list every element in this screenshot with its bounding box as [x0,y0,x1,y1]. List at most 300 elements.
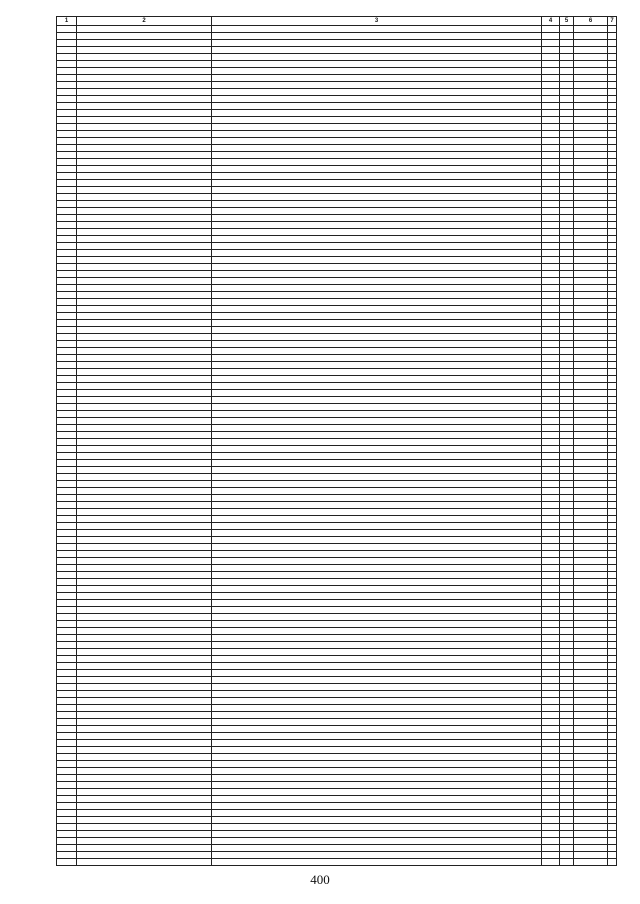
table-cell [542,509,560,516]
table-cell [608,705,617,712]
table-cell [542,572,560,579]
table-cell [77,208,212,215]
table-cell [608,271,617,278]
table-cell [560,628,574,635]
table-cell [542,544,560,551]
table-row [57,831,617,838]
table-cell [77,40,212,47]
table-cell [77,789,212,796]
table-cell [77,593,212,600]
table-cell [57,670,77,677]
table-cell [212,579,542,586]
table-cell [77,740,212,747]
table-cell [574,54,608,61]
table-cell [77,600,212,607]
table-cell [77,481,212,488]
table-cell [77,698,212,705]
table-row [57,712,617,719]
table-cell [574,670,608,677]
table-cell [542,173,560,180]
table-cell [608,383,617,390]
table-cell [608,782,617,789]
table-cell [574,292,608,299]
table-cell [608,292,617,299]
table-cell [212,117,542,124]
table-cell [542,327,560,334]
table-cell [574,201,608,208]
table-cell [77,47,212,54]
table-row [57,474,617,481]
table-row [57,145,617,152]
table-row [57,180,617,187]
table-cell [560,222,574,229]
table-cell [77,488,212,495]
table-cell [57,180,77,187]
table-cell [542,831,560,838]
table-cell [560,803,574,810]
table-row [57,383,617,390]
table-cell [77,460,212,467]
table-cell [77,68,212,75]
table-cell [77,292,212,299]
table-row [57,593,617,600]
table-cell [57,446,77,453]
table-row [57,761,617,768]
table-cell [574,68,608,75]
table-cell [212,544,542,551]
table-cell [542,40,560,47]
table-cell [212,47,542,54]
table-cell [574,173,608,180]
table-cell [57,530,77,537]
table-cell [542,390,560,397]
table-cell [212,628,542,635]
table-row [57,278,617,285]
table-cell [542,621,560,628]
table-cell [560,110,574,117]
table-cell [574,313,608,320]
table-cell [77,712,212,719]
table-cell [77,117,212,124]
table-row [57,523,617,530]
table-cell [608,516,617,523]
table-cell [560,82,574,89]
table-cell [77,803,212,810]
table-cell [57,341,77,348]
table-cell [542,33,560,40]
table-cell [560,635,574,642]
table-cell [77,579,212,586]
table-cell [57,572,77,579]
table-row [57,747,617,754]
table-cell [542,838,560,845]
table-cell [212,516,542,523]
table-cell [77,75,212,82]
table-cell [574,341,608,348]
table-cell [560,173,574,180]
table-cell [542,187,560,194]
table-cell [542,229,560,236]
table-cell [560,278,574,285]
table-cell [57,362,77,369]
table-cell [560,789,574,796]
table-cell [57,306,77,313]
table-row [57,481,617,488]
table-cell [608,152,617,159]
table-cell [574,467,608,474]
table-cell [77,467,212,474]
table-cell [542,208,560,215]
table-cell [608,796,617,803]
column-header: 5 [560,17,574,26]
table-cell [608,572,617,579]
table-cell [574,96,608,103]
table-cell [560,236,574,243]
table-cell [77,817,212,824]
table-row [57,621,617,628]
table-cell [608,810,617,817]
table-cell [560,208,574,215]
table-cell [608,341,617,348]
table-cell [77,82,212,89]
table-cell [57,551,77,558]
table-cell [212,334,542,341]
table-cell [560,355,574,362]
table-cell [57,621,77,628]
table-cell [574,334,608,341]
table-cell [57,404,77,411]
table-cell [57,222,77,229]
table-cell [212,614,542,621]
table-row [57,789,617,796]
table-cell [560,439,574,446]
table-cell [212,173,542,180]
table-cell [57,82,77,89]
table-cell [542,789,560,796]
table-cell [212,586,542,593]
table-cell [542,362,560,369]
table-cell [57,502,77,509]
table-row [57,439,617,446]
table-cell [212,166,542,173]
table-row [57,229,617,236]
table-cell [57,656,77,663]
table-row [57,187,617,194]
table-row [57,26,617,33]
table-cell [77,61,212,68]
table-cell [608,838,617,845]
table-cell [574,383,608,390]
table-cell [57,495,77,502]
table-cell [574,642,608,649]
table-cell [574,40,608,47]
table-cell [57,166,77,173]
table-cell [212,89,542,96]
table-cell [574,481,608,488]
table-cell [212,572,542,579]
table-cell [574,47,608,54]
table-cell [608,376,617,383]
table-cell [57,236,77,243]
table-cell [574,26,608,33]
table-cell [574,586,608,593]
table-cell [574,110,608,117]
table-cell [77,628,212,635]
table-row [57,817,617,824]
table-cell [212,432,542,439]
table-cell [560,754,574,761]
table-cell [57,607,77,614]
table-cell [574,572,608,579]
table-cell [542,768,560,775]
table-cell [57,68,77,75]
table-cell [574,523,608,530]
table-cell [608,285,617,292]
table-cell [608,754,617,761]
table-cell [57,61,77,68]
table-cell [560,292,574,299]
table-cell [608,201,617,208]
table-cell [542,712,560,719]
table-cell [574,166,608,173]
table-cell [574,691,608,698]
table-cell [574,131,608,138]
table-cell [57,789,77,796]
table-cell [57,768,77,775]
table-cell [542,124,560,131]
table-cell [608,628,617,635]
table-cell [77,733,212,740]
table-row [57,824,617,831]
table-row [57,649,617,656]
table-cell [574,208,608,215]
table-cell [57,684,77,691]
table-cell [574,754,608,761]
table-cell [57,803,77,810]
table-cell [560,40,574,47]
table-row [57,719,617,726]
table-cell [212,299,542,306]
table-row [57,705,617,712]
table-cell [608,523,617,530]
table-cell [574,75,608,82]
table-cell [77,159,212,166]
table-cell [560,215,574,222]
table-cell [57,712,77,719]
table-cell [77,96,212,103]
table-cell [212,411,542,418]
table-row [57,313,617,320]
table-cell [212,789,542,796]
table-cell [77,551,212,558]
table-cell [57,264,77,271]
table-cell [57,733,77,740]
table-cell [574,418,608,425]
table-cell [560,89,574,96]
table-cell [608,306,617,313]
table-cell [77,285,212,292]
table-cell [560,362,574,369]
table-cell [212,474,542,481]
table-cell [57,698,77,705]
table-cell [574,250,608,257]
table-cell [608,194,617,201]
table-cell [212,502,542,509]
table-cell [212,250,542,257]
table-cell [212,54,542,61]
table-cell [560,376,574,383]
table-cell [542,516,560,523]
table-cell [574,180,608,187]
table-cell [574,439,608,446]
table-cell [77,180,212,187]
table-row [57,635,617,642]
table-cell [560,103,574,110]
table-row [57,250,617,257]
table-cell [574,656,608,663]
table-cell [608,369,617,376]
table-cell [57,740,77,747]
table-cell [212,103,542,110]
table-row [57,103,617,110]
table-cell [608,208,617,215]
table-cell [542,131,560,138]
table-cell [57,565,77,572]
table-cell [608,54,617,61]
table-cell [77,124,212,131]
table-cell [542,705,560,712]
table-cell [77,530,212,537]
table-cell [574,236,608,243]
table-cell [608,607,617,614]
table-cell [560,124,574,131]
table-cell [57,579,77,586]
table-cell [542,579,560,586]
table-cell [77,768,212,775]
table-cell [560,187,574,194]
table-cell [608,684,617,691]
table-cell [77,341,212,348]
table-cell [608,691,617,698]
table-cell [77,537,212,544]
table-cell [57,810,77,817]
table-cell [57,411,77,418]
table-cell [560,684,574,691]
table-cell [542,740,560,747]
table-cell [77,348,212,355]
table-cell [560,194,574,201]
table-cell [77,215,212,222]
table-cell [560,131,574,138]
table-cell [77,586,212,593]
table-cell [212,236,542,243]
table-cell [560,691,574,698]
table-cell [608,180,617,187]
table-row [57,663,617,670]
table-cell [560,600,574,607]
table-cell [212,152,542,159]
table-cell [560,250,574,257]
table-cell [57,117,77,124]
table-cell [77,782,212,789]
table-cell [77,173,212,180]
table-cell [542,418,560,425]
table-cell [57,54,77,61]
table-cell [542,26,560,33]
table-cell [542,670,560,677]
table-cell [574,628,608,635]
table-cell [77,502,212,509]
table-cell [212,635,542,642]
table-row [57,264,617,271]
table-row [57,642,617,649]
table-cell [560,299,574,306]
table-cell [608,537,617,544]
table-row [57,82,617,89]
table-cell [212,677,542,684]
table-cell [57,33,77,40]
table-cell [542,474,560,481]
table-cell [542,698,560,705]
table-cell [574,544,608,551]
table-cell [560,509,574,516]
table-cell [77,845,212,852]
table-cell [542,817,560,824]
table-row [57,341,617,348]
table-cell [77,614,212,621]
table-cell [574,411,608,418]
table-row [57,348,617,355]
table-cell [560,54,574,61]
table-cell [77,425,212,432]
table-cell [212,565,542,572]
table-cell [560,159,574,166]
table-cell [542,775,560,782]
table-row [57,152,617,159]
table-cell [542,236,560,243]
table-cell [560,831,574,838]
column-header: 4 [542,17,560,26]
table-cell [57,257,77,264]
table-cell [542,586,560,593]
table-cell [57,138,77,145]
table-cell [212,663,542,670]
table-cell [57,705,77,712]
table-row [57,138,617,145]
table-cell [57,628,77,635]
table-cell [57,677,77,684]
table-cell [574,684,608,691]
table-cell [212,271,542,278]
table-cell [560,705,574,712]
table-cell [574,803,608,810]
table-cell [574,789,608,796]
table-cell [560,621,574,628]
table-cell [560,460,574,467]
table-cell [608,698,617,705]
table-cell [57,726,77,733]
table-cell [560,264,574,271]
table-cell [57,299,77,306]
table-cell [57,334,77,341]
table-cell [574,82,608,89]
table-cell [212,537,542,544]
table-cell [608,397,617,404]
table-cell [574,852,608,859]
table-cell [560,33,574,40]
table-cell [212,705,542,712]
table-cell [77,691,212,698]
